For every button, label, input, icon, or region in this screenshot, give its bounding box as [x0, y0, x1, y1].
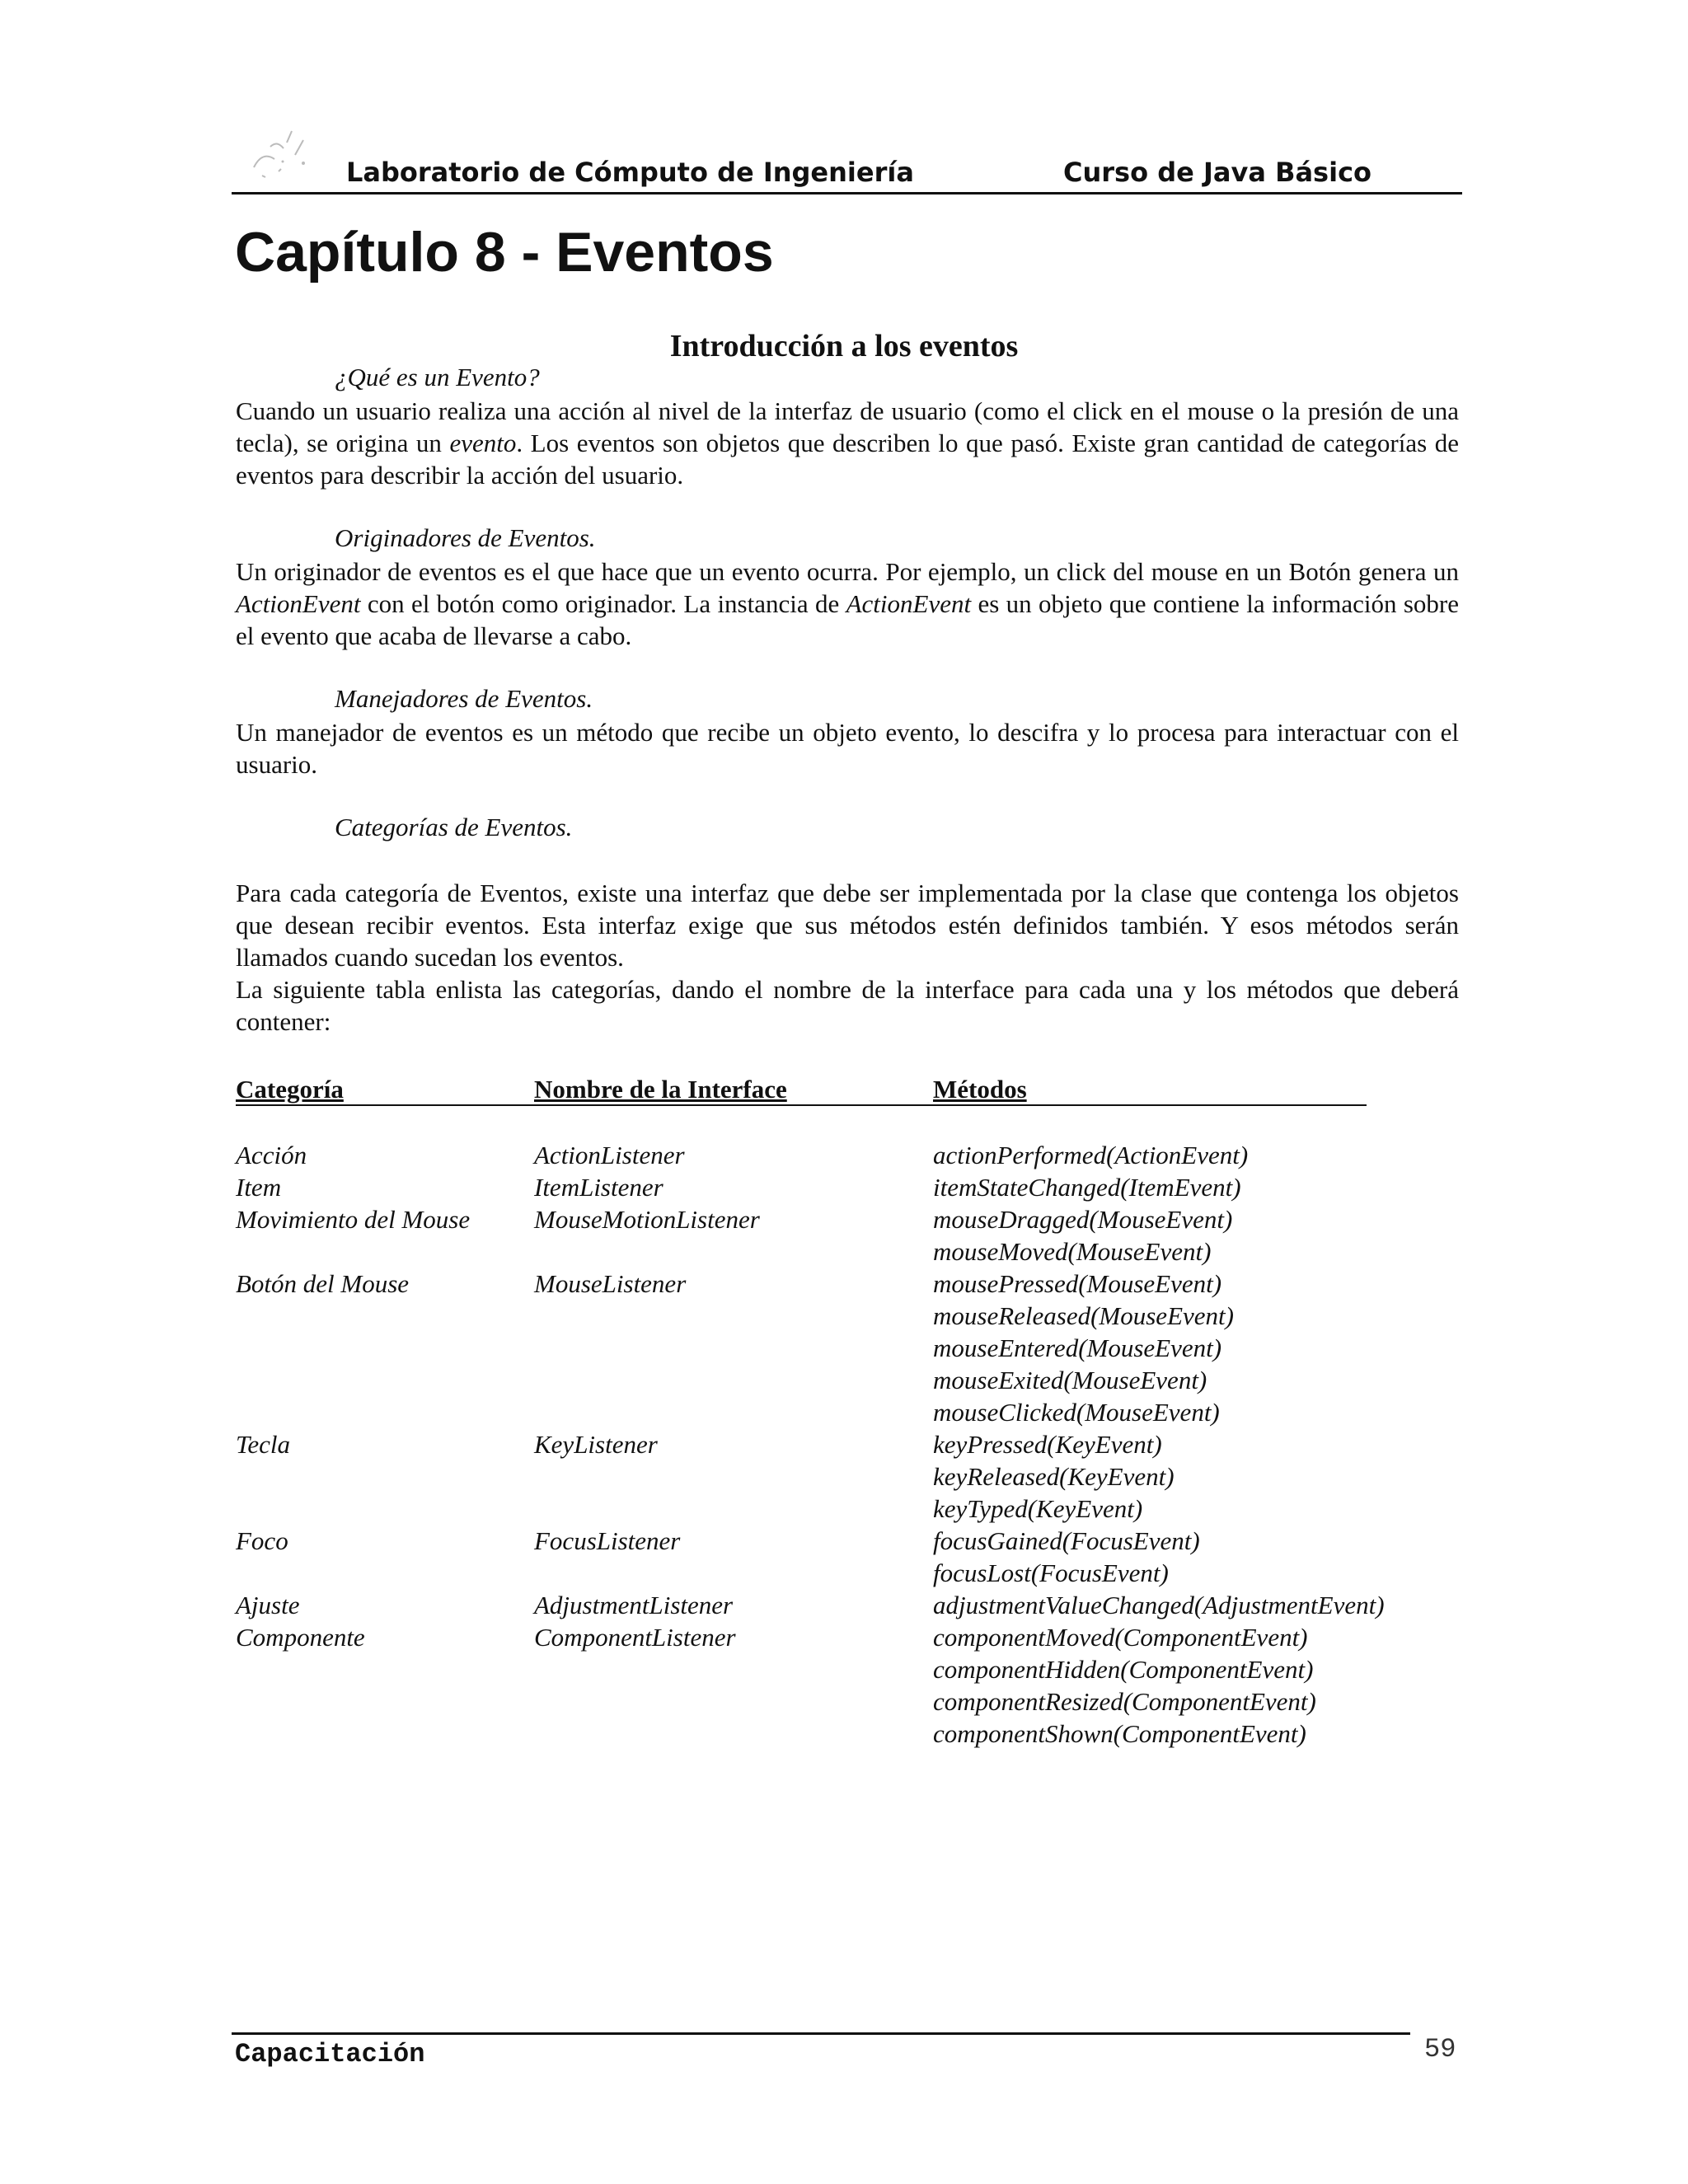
table-cell-category: Botón del Mouse: [236, 1269, 410, 1298]
footer-label: Capacitación: [235, 2039, 425, 2069]
method-signature: keyPressed(KeyEvent): [933, 1430, 1162, 1459]
header-divider: [232, 192, 1462, 194]
method-signature: mouseClicked(MouseEvent): [933, 1398, 1220, 1427]
method-signature: keyReleased(KeyEvent): [933, 1462, 1175, 1491]
table-cell-methods: [933, 1139, 1248, 1171]
table-cell-methods: [933, 1525, 1200, 1589]
lab-logo-icon: [237, 122, 328, 188]
text-run: es un objeto que contiene la información sobre el evento que acaba de llevarse a cabo.: [236, 589, 1460, 650]
paragraph-categorias-1: Para cada categoría de Eventos, existe una interfaz que debe ser implementada por la clase que contenga los objetos que desean recibir eventos. Esta interfaz exige que sus métodos estén definidos también. Y esos métodos serán llamados cuando sucedan los eventos.: [236, 879, 1459, 972]
method-signature: mouseEntered(MouseEvent): [933, 1333, 1222, 1362]
table-cell-interface: KeyListener: [534, 1430, 658, 1459]
table-cell-methods: [933, 1268, 1234, 1428]
table-header-interface: Nombre de la Interface: [534, 1075, 787, 1104]
text-run: Cuando un usuario realiza una acción al nivel de la interfaz de usuario (como el click en el mouse o la presión de una tecla), se origina un: [236, 396, 1459, 457]
table-row: [0, 1621, 1688, 1748]
table-cell-methods: [933, 1589, 1385, 1621]
table-header-metodos: Métodos: [933, 1075, 1027, 1104]
paragraph-manejadores: Un manejador de eventos es un método que recibe un objeto evento, lo descifra y lo procesa para interactuar con el usuario.: [236, 718, 1459, 779]
table-cell-category: Tecla: [236, 1430, 291, 1459]
table-cell-category: Foco: [236, 1526, 288, 1555]
method-signature: mouseReleased(MouseEvent): [933, 1301, 1234, 1330]
table-cell-methods: [933, 1203, 1232, 1268]
section-heading: Introducción a los eventos: [669, 329, 1019, 363]
method-signature: focusGained(FocusEvent): [933, 1526, 1200, 1555]
method-signature: mouseDragged(MouseEvent): [933, 1205, 1233, 1234]
table-row: [0, 1268, 1688, 1427]
method-signature: focusLost(FocusEvent): [933, 1558, 1169, 1587]
chapter-title: Capítulo 8 - Eventos: [235, 221, 774, 284]
table-cell-methods: [933, 1171, 1241, 1203]
table-row: [0, 1428, 1688, 1523]
method-signature: componentHidden(ComponentEvent): [933, 1655, 1314, 1684]
method-signature: actionPerformed(ActionEvent): [933, 1141, 1249, 1169]
subhead-que-es-evento: ¿Qué es un Evento?: [335, 363, 540, 391]
table-row: [0, 1139, 1688, 1171]
emphasis-actionevent: ActionEvent: [236, 589, 361, 618]
table-cell-interface: ComponentListener: [534, 1623, 736, 1652]
table-cell-interface: ItemListener: [534, 1173, 663, 1202]
table-cell-category: Item: [236, 1173, 282, 1202]
method-signature: mouseMoved(MouseEvent): [933, 1237, 1212, 1266]
method-signature: adjustmentValueChanged(AdjustmentEvent): [933, 1591, 1385, 1619]
method-signature: itemStateChanged(ItemEvent): [933, 1173, 1241, 1202]
table-cell-methods: [933, 1428, 1175, 1525]
paragraph-originadores: [236, 555, 1459, 652]
text-run: Un originador de eventos es el que hace que un evento ocurra. Por ejemplo, un click del mouse en un Botón genera un: [236, 557, 1459, 586]
table-cell-category: Ajuste: [236, 1591, 300, 1619]
table-cell-interface: AdjustmentListener: [534, 1591, 734, 1619]
emphasis-evento: evento: [449, 429, 517, 457]
method-signature: componentShown(ComponentEvent): [933, 1719, 1306, 1748]
method-signature: keyTyped(KeyEvent): [933, 1494, 1143, 1523]
table-header-categoria: Categoría: [236, 1075, 344, 1104]
method-signature: mouseExited(MouseEvent): [933, 1366, 1207, 1394]
table-row: [0, 1589, 1688, 1621]
table-row: [0, 1203, 1688, 1266]
method-signature: componentResized(ComponentEvent): [933, 1687, 1316, 1716]
paragraph-que-es-evento: [236, 395, 1459, 491]
table-cell-category: Movimiento del Mouse: [236, 1205, 471, 1234]
emphasis-actionevent: ActionEvent: [846, 589, 972, 618]
table-cell-interface: FocusListener: [534, 1526, 681, 1555]
method-signature: mousePressed(MouseEvent): [933, 1269, 1222, 1298]
header-lab-name: Laboratorio de Cómputo de Ingeniería: [346, 157, 914, 188]
subhead-categorias: Categorías de Eventos.: [335, 813, 573, 841]
table-cell-interface: ActionListener: [534, 1141, 685, 1169]
subhead-manejadores: Manejadores de Eventos.: [335, 684, 593, 713]
table-cell-category: Acción: [236, 1141, 307, 1169]
table-cell-interface: MouseMotionListener: [534, 1205, 760, 1234]
table-cell-methods: [933, 1621, 1316, 1750]
table-row: [0, 1171, 1688, 1203]
subhead-originadores: Originadores de Eventos.: [335, 523, 596, 552]
paragraph-categorias-2: La siguiente tabla enlista las categorías, dando el nombre de la interface para cada una y los métodos que deberá contener:: [236, 975, 1459, 1036]
text-run: . Los eventos son objetos que describen lo que pasó. Existe gran cantidad de categorías de eventos para describir la acción del usuario.: [236, 429, 1459, 490]
table-header-underline: [236, 1104, 1367, 1106]
method-signature: componentMoved(ComponentEvent): [933, 1623, 1308, 1652]
page-number: 59: [1424, 2034, 1456, 2064]
table-row: [0, 1525, 1688, 1587]
table-cell-category: Componente: [236, 1623, 365, 1652]
table-cell-interface: MouseListener: [534, 1269, 687, 1298]
text-run: con el botón como originador. La instancia de: [360, 589, 846, 618]
header-course-name: Curso de Java Básico: [1063, 157, 1372, 188]
footer-divider: [232, 2032, 1410, 2035]
